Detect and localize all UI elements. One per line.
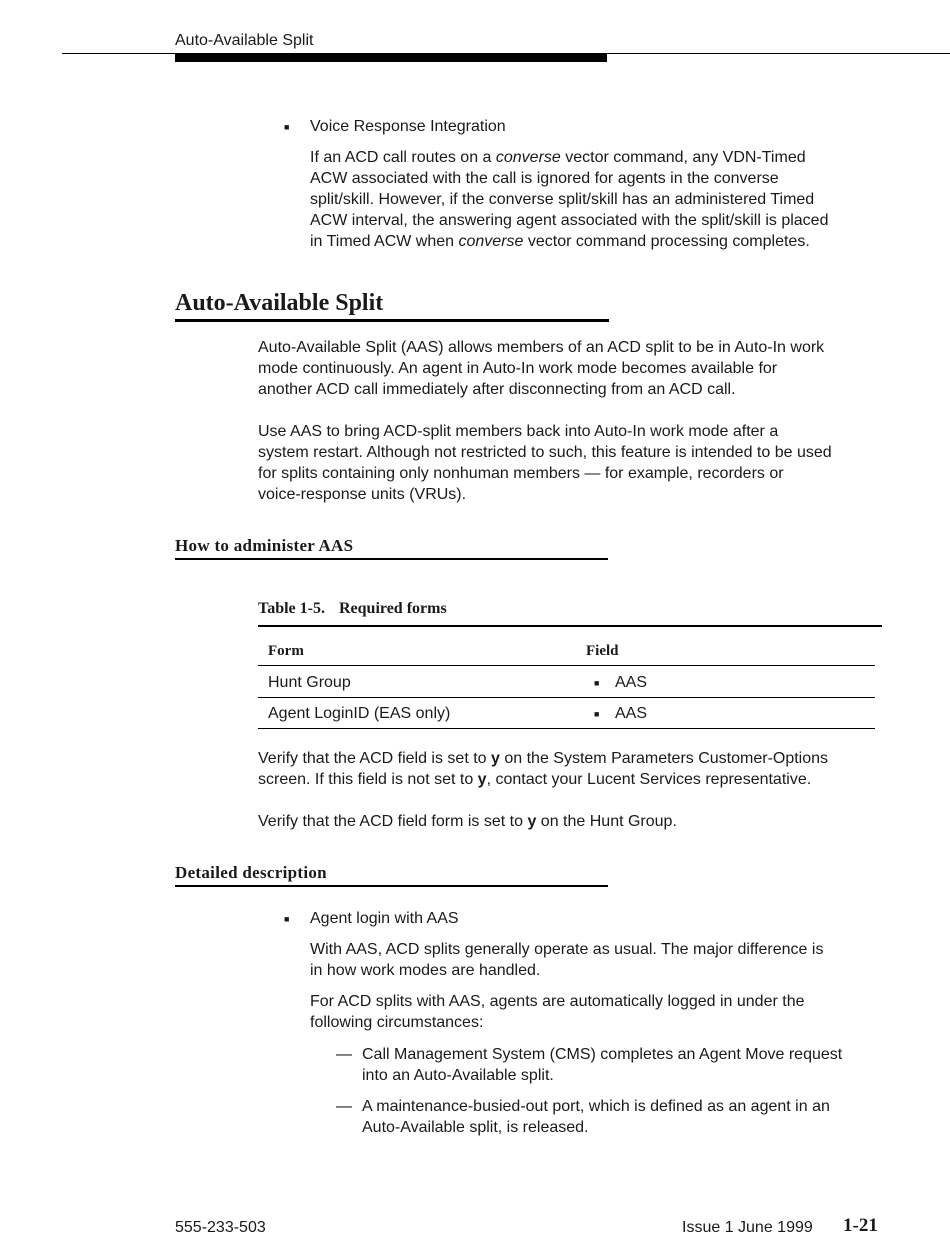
table-cell-form: Hunt Group: [268, 674, 351, 691]
subheading-detailed-rule: [175, 885, 608, 887]
running-header-title: Auto-Available Split: [175, 32, 314, 49]
subheading-administer: How to administer AAS: [175, 536, 354, 555]
header-rule-thick: [175, 54, 607, 62]
bullet-title-agent-login: Agent login with AAS: [310, 910, 459, 927]
section-title: Auto-Available Split: [175, 290, 384, 316]
footer-issue: Issue 1 June 1999: [682, 1219, 813, 1236]
em-dash-bullet-icon: —: [336, 1098, 352, 1115]
section-paragraph-1: Auto-Available Split (AAS) allows members of an ACD split to be in Auto-In work mode continuously. An agent in Auto-In work mode becomes available for another ACD call immediately after disconnecting from an ACD call.: [258, 339, 825, 398]
square-bullet-icon: ■: [594, 678, 600, 688]
detailed-paragraph-1: With AAS, ACD splits generally operate as usual. The major difference is in how work modes are handled.: [310, 941, 824, 979]
table-label: Table 1-5.: [258, 600, 325, 617]
bullet-title-voice-response: Voice Response Integration: [310, 118, 506, 135]
table-cell-field: AAS: [615, 705, 648, 722]
table-top-rule: [258, 625, 882, 627]
table-cell-form: Agent LoginID (EAS only): [268, 705, 451, 722]
subheading-detailed: Detailed description: [175, 863, 327, 882]
subheading-administer-rule: [175, 558, 608, 560]
dash-item-maintenance: A maintenance-busied-out port, which is defined as an agent in an Auto-Available split, is released.: [362, 1098, 830, 1136]
footer-page-number: 1-21: [843, 1215, 878, 1236]
table-bottom-rule: [258, 728, 875, 729]
footer-doc-number: 555-233-503: [175, 1219, 266, 1236]
table-header-field: Field: [586, 643, 619, 659]
square-bullet-icon: ■: [284, 914, 290, 924]
square-bullet-icon: ■: [594, 709, 600, 719]
detailed-paragraph-2: For ACD splits with AAS, agents are automatically logged in under the following circumstances:: [310, 993, 805, 1031]
section-title-rule: [175, 319, 609, 322]
verify-paragraph-1: Verify that the ACD field is set to y on the System Parameters Customer-Options screen. If this field is not set to y, contact your Lucent Services representative.: [258, 750, 829, 788]
table-row-rule: [258, 697, 875, 698]
table-header-form: Form: [268, 643, 304, 659]
table-caption: [258, 599, 447, 619]
em-dash-bullet-icon: —: [336, 1046, 352, 1063]
table-header-rule: [258, 665, 875, 666]
square-bullet-icon: ■: [284, 122, 290, 132]
table-cell-field: AAS: [615, 674, 648, 691]
verify-paragraph-2: Verify that the ACD field form is set to y on the Hunt Group.: [258, 813, 677, 830]
table-title: Required forms: [338, 600, 447, 617]
intro-paragraph: If an ACD call routes on a converse vector command, any VDN-Timed ACW associated with the call is ignored for agents in the converse split/skill. However, if the converse split/skill has an administered Timed ACW interval, the answering agent associated with the split/skill is placed in Timed ACW when converse vector command processing completes.: [310, 149, 829, 250]
section-paragraph-2: Use AAS to bring ACD-split members back into Auto-In work mode after a system restart. Although not restricted to such, this feature is intended to be used for splits containing only nonhuman members — for example, recorders or voice-response units (VRUs).: [258, 423, 832, 503]
dash-item-cms: Call Management System (CMS) completes an Agent Move request into an Auto-Available split.: [362, 1046, 843, 1084]
